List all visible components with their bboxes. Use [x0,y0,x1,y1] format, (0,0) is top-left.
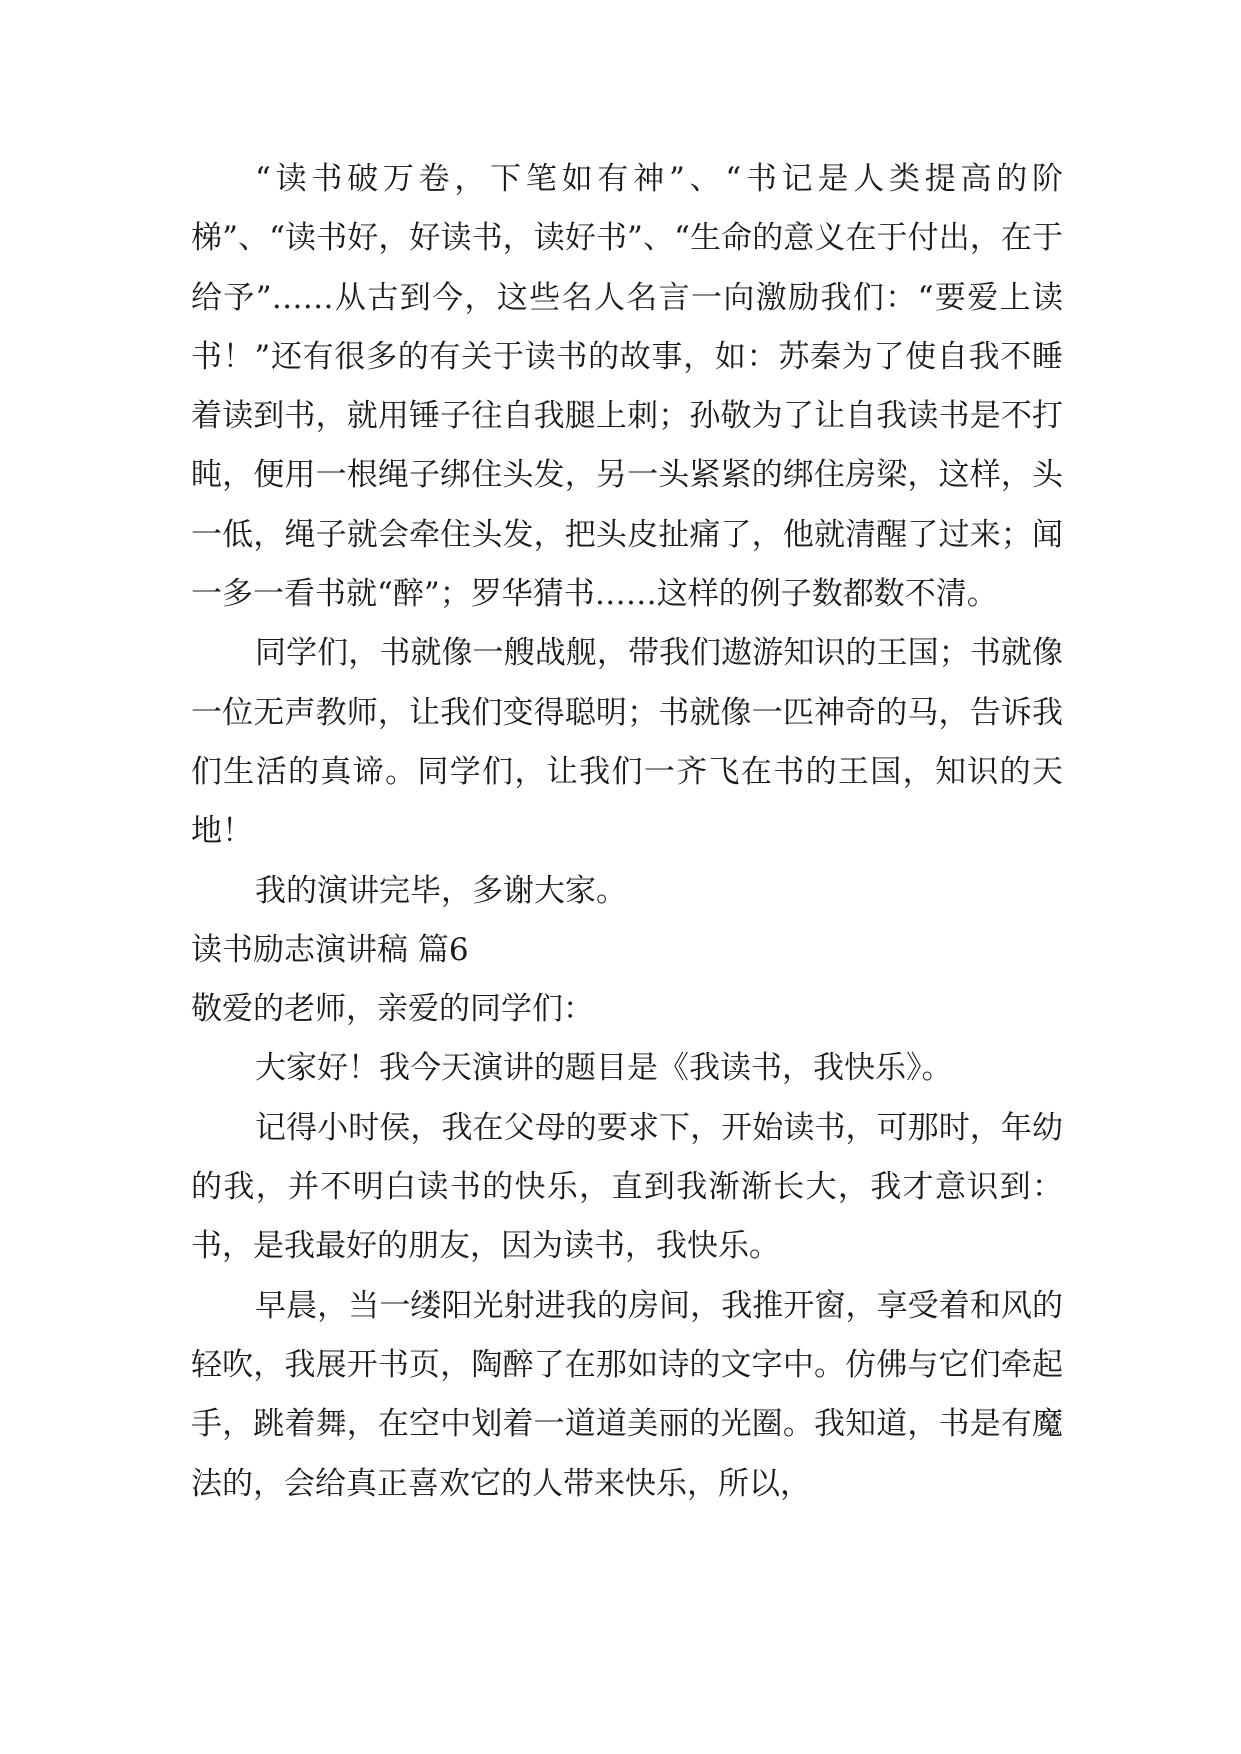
paragraph-books-metaphor: 同学们，书就像一艘战舰，带我们遨游知识的王国；书就像一位无声教师，让我们变得聪明；书就像一匹神奇的马，告诉我们生活的真谛。同学们，让我们一齐飞在书的王国，知识的天地！ [191,635,1063,850]
document-body [191,150,1063,1514]
paragraph-speech-closing: 我的演讲完毕，多谢大家。 [255,872,627,909]
paragraph-reading-quotes: “读书破万卷，下笔如有神”、“书记是人类提高的阶梯”、“读书好，好读书，读好书”、“生命的意义在于付出，在于给予”……从古到今，这些名人名言一向激励我们：“要爱上读书！”还有很多的有关于读书的故事，如：苏秦为了使自我不睡着读到书，就用锤子往自我腿上刺；孙敬为了让自我读书是不打盹，便用一根绳子绑住头发，另一头紧紧的绑住房梁，这样，头一低，绳子就会牵住头发，把头皮扯痛了，他就清醒了过来；闻一多一看书就“醉”；罗华猜书……这样的例子数都数不清。 [191,161,1063,613]
paragraph-childhood: 记得小时侯，我在父母的要求下，开始读书，可那时，年幼的我，并不明白读书的快乐，直到我渐渐长大，我才意识到：书，是我最好的朋友，因为读书，我快乐。 [191,1109,1063,1265]
section-heading: 读书励志演讲稿 篇6 [191,931,469,968]
salutation: 敬爱的老师，亲爱的同学们： [191,991,594,1028]
paragraph-speech-title: 大家好！我今天演讲的题目是《我读书，我快乐》。 [255,1050,953,1087]
paragraph-morning: 早晨，当一缕阳光射进我的房间，我推开窗，享受着和风的轻吹，我展开书页，陶醉了在那如诗的文字中。仿佛与它们牵起手，跳着舞，在空中划着一道道美丽的光圈。我知道，书是有魔法的，会给真正喜欢它的人带来快乐，所以， [191,1287,1063,1502]
